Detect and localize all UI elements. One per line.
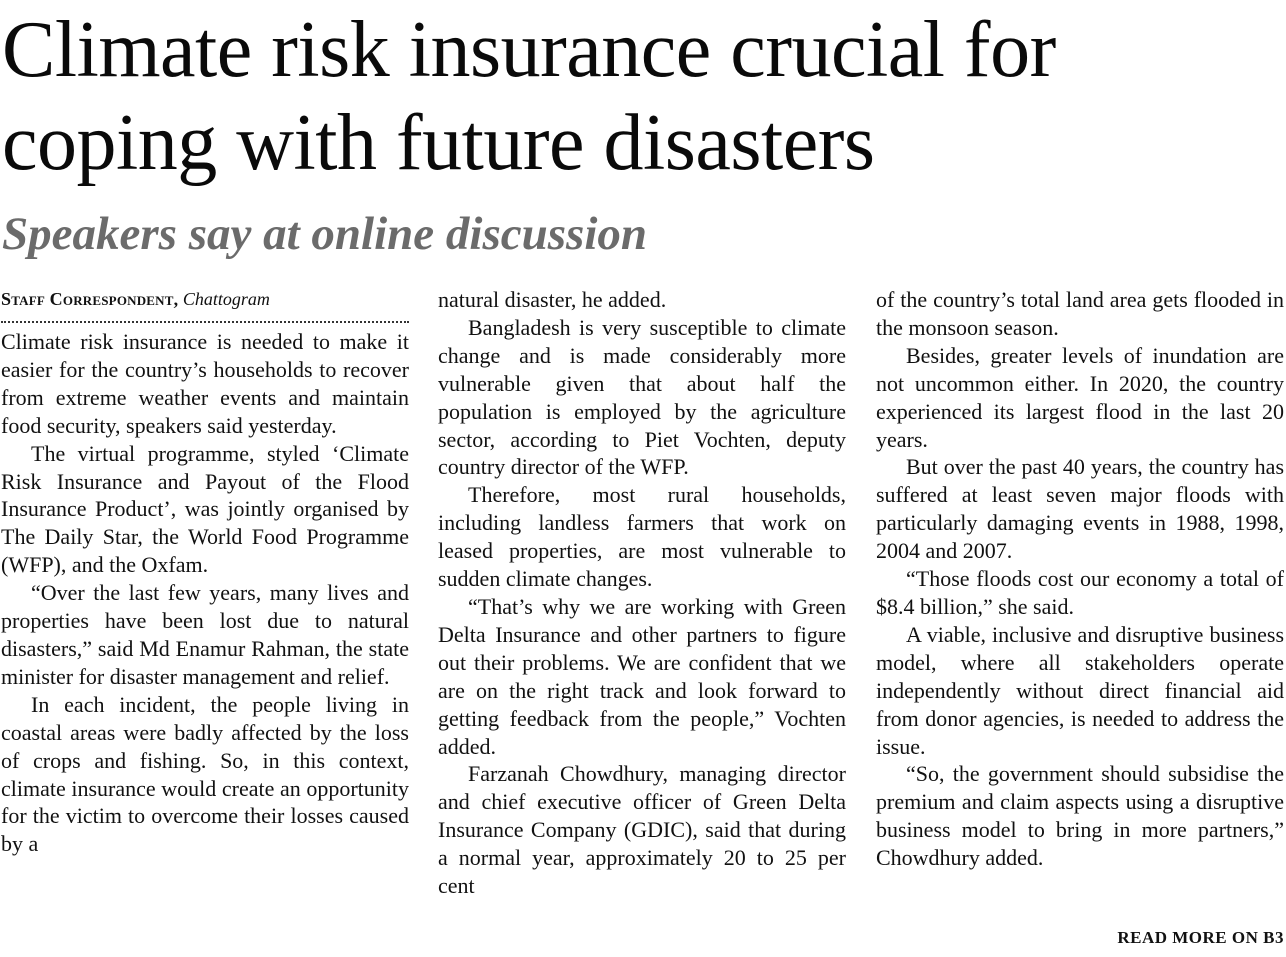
paragraph: But over the past 40 years, the country has suffered at least seven major floods with particularly damaging events in 1988, 1998, 2004 and 2007. <box>876 454 1284 564</box>
article-column-3 <box>876 286 1284 872</box>
byline-location: Chattogram <box>182 289 270 309</box>
paragraph: Climate risk insurance is needed to make it easier for the country’s households to recover from extreme weather events and maintain food security, speakers said yesterday. <box>1 329 409 438</box>
paragraph: natural disaster, he added. <box>438 287 667 312</box>
paragraph: “So, the government should subsidise the premium and claim aspects using a disruptive business model to bring in more partners,” Chowdhury added. <box>876 761 1284 871</box>
paragraph: Farzanah Chowdhury, managing director and chief executive officer of Green Delta Insurance Company (GDIC), said that during a normal year, approximately 20 to 25 per cent <box>438 761 846 899</box>
read-more-link[interactable]: READ MORE ON B3 <box>1117 928 1284 947</box>
article-column-2 <box>438 286 846 900</box>
article-column-1 <box>1 286 409 858</box>
paragraph: The virtual programme, styled ‘Climate Risk Insurance and Payout of the Flood Insurance Product’, was jointly organised by The Daily Star, the World Food Programme (WFP), and the Oxfam. <box>1 440 409 578</box>
subheadline: Speakers say at online discussion <box>2 208 648 260</box>
paragraph: In each incident, the people living in coastal areas were badly affected by the loss of crops and fishing. So, in this context, climate insurance would create an opportunity for the victim to overcome their losses caused by a <box>1 691 409 857</box>
byline-divider <box>1 321 409 323</box>
headline: Climate risk insurance crucial for coping with future disasters <box>2 6 1056 187</box>
paragraph: of the country’s total land area gets flooded in the monsoon season. <box>876 287 1284 340</box>
paragraph: “Those floods cost our economy a total of $8.4 billion,” she said. <box>876 566 1284 619</box>
byline-name: Staff Correspondent, <box>1 289 179 309</box>
paragraph: Besides, greater levels of inundation are not uncommon either. In 2020, the country experienced its largest flood in the last 20 years. <box>876 342 1284 452</box>
paragraph: Bangladesh is very susceptible to climate change and is made considerably more vulnerable given that about half the population is employed by the agriculture sector, according to Piet Vochten, deputy country director of the WFP. <box>438 314 846 480</box>
byline <box>1 286 409 312</box>
paragraph: “That’s why we are working with Green Delta Insurance and other partners to figure out their problems. We are confident that we are on the right track and look forward to getting feedback from the people,” Vochten added. <box>438 593 846 759</box>
paragraph: Therefore, most rural households, including landless farmers that work on leased properties, are most vulnerable to sudden climate changes. <box>438 482 846 592</box>
paragraph: A viable, inclusive and disruptive business model, where all stakeholders operate independently without direct financial aid from donor agencies, is needed to address the issue. <box>876 621 1284 759</box>
paragraph: “Over the last few years, many lives and properties have been lost due to natural disasters,” said Md Enamur Rahman, the state minister for disaster management and relief. <box>1 580 409 689</box>
